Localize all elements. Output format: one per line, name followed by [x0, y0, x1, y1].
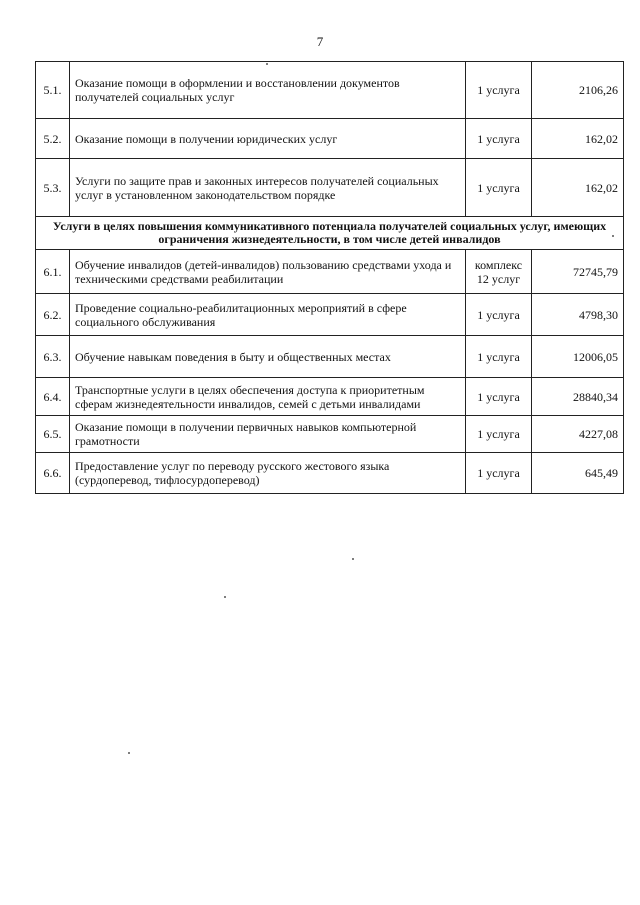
service-unit: 1 услуга [466, 336, 532, 378]
row-number: 6.6. [36, 453, 70, 494]
table-row [36, 336, 624, 378]
service-price: 162,02 [532, 119, 624, 159]
scan-speck [352, 558, 354, 560]
row-number: 5.1. [36, 62, 70, 119]
service-price: 4798,30 [532, 294, 624, 336]
service-unit: 1 услуга [466, 159, 532, 217]
service-name: Проведение социально-реабилитационных мероприятий в сфере социального обслуживания [70, 294, 466, 336]
table-row [36, 378, 624, 416]
service-unit: комплекс 12 услуг [466, 250, 532, 294]
row-number: 5.2. [36, 119, 70, 159]
row-number: 5.3. [36, 159, 70, 217]
scan-speck [128, 752, 130, 754]
table-row [36, 416, 624, 453]
service-unit: 1 услуга [466, 453, 532, 494]
service-price: 4227,08 [532, 416, 624, 453]
table-row [36, 453, 624, 494]
service-unit: 1 услуга [466, 119, 532, 159]
service-unit: 1 услуга [466, 416, 532, 453]
table-row [36, 62, 624, 119]
service-price: 72745,79 [532, 250, 624, 294]
scan-speck [224, 596, 226, 598]
row-number: 6.4. [36, 378, 70, 416]
service-price: 28840,34 [532, 378, 624, 416]
service-unit: 1 услуга [466, 378, 532, 416]
service-price: 2106,26 [532, 62, 624, 119]
service-unit: 1 услуга [466, 62, 532, 119]
section-heading-row [36, 217, 624, 250]
scan-speck [266, 63, 268, 65]
table-row [36, 119, 624, 159]
service-name: Оказание помощи в получении первичных навыков компьютерной грамотности [70, 416, 466, 453]
scan-speck [612, 235, 614, 237]
table-row [36, 250, 624, 294]
service-price: 162,02 [532, 159, 624, 217]
service-name: Услуги по защите прав и законных интересов получателей социальных услуг в установленном законодательством порядке [70, 159, 466, 217]
section-6-heading: Услуги в целях повышения коммуникативного потенциала получателей социальных услуг, имеющих ограничения жизнедеятельности, в том числе детей инвалидов [36, 217, 624, 250]
row-number: 6.3. [36, 336, 70, 378]
row-number: 6.1. [36, 250, 70, 294]
service-name: Оказание помощи в оформлении и восстановлении документов получателей социальных услуг [70, 62, 466, 119]
service-name: Обучение инвалидов (детей-инвалидов) пользованию средствами ухода и техническими средствами реабилитации [70, 250, 466, 294]
page-number: 7 [316, 34, 324, 49]
table-row [36, 159, 624, 217]
service-name: Предоставление услуг по переводу русского жестового языка (сурдоперевод, тифлосурдоперевод) [70, 453, 466, 494]
service-name: Транспортные услуги в целях обеспечения доступа к приоритетным сферам жизнедеятельности инвалидов, семей с детьми инвалидами [70, 378, 466, 416]
row-number: 6.5. [36, 416, 70, 453]
table-row [36, 294, 624, 336]
service-price: 12006,05 [532, 336, 624, 378]
service-price: 645,49 [532, 453, 624, 494]
service-unit: 1 услуга [466, 294, 532, 336]
tariff-table [35, 61, 624, 494]
service-name: Обучение навыкам поведения в быту и общественных местах [70, 336, 466, 378]
row-number: 6.2. [36, 294, 70, 336]
service-name: Оказание помощи в получении юридических услуг [70, 119, 466, 159]
